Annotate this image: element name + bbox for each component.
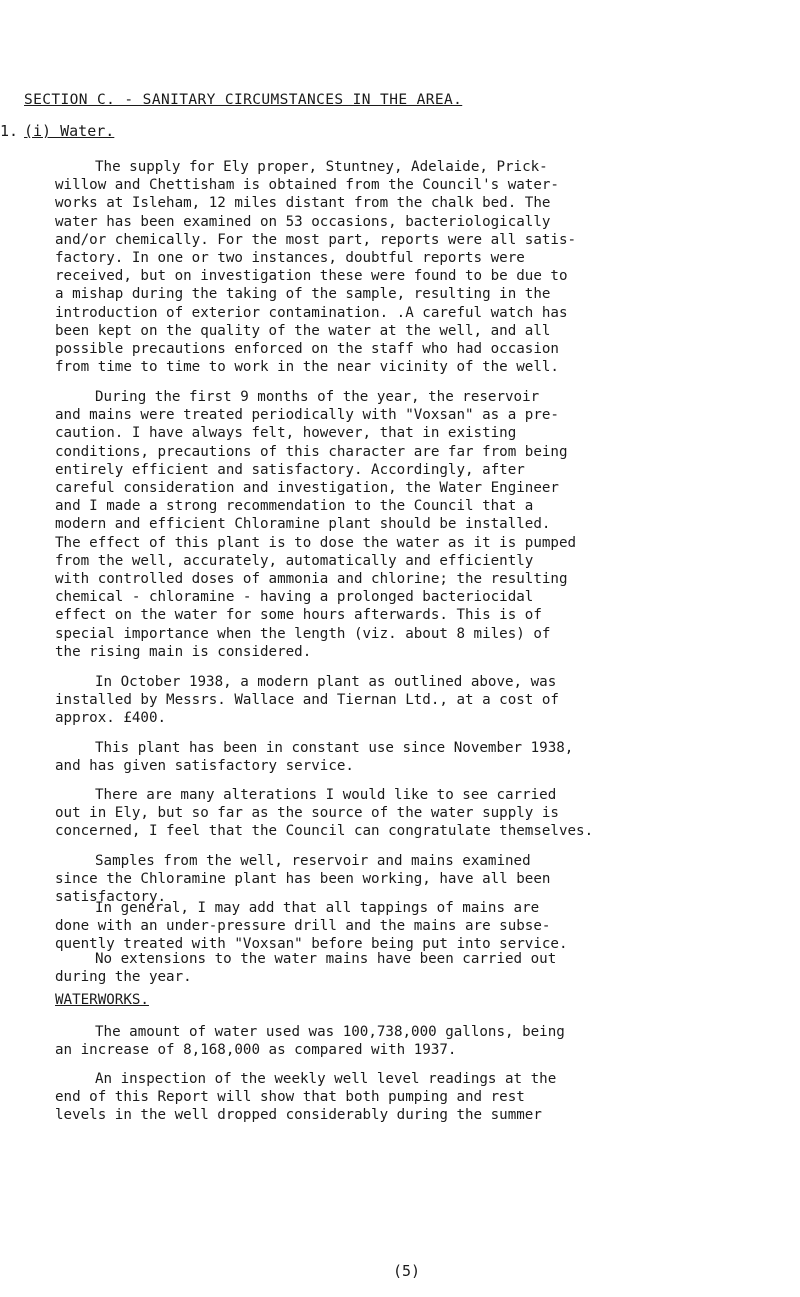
text-line: In general, I may add that all tappings of mains are <box>95 900 540 916</box>
text-line: approx. £400. <box>55 710 167 727</box>
text-line: During the first 9 months of the year, the reservoir <box>95 389 540 405</box>
text-line: possible precautions enforced on the staff who had occasion <box>55 341 559 358</box>
text-line: during the year. <box>55 969 192 986</box>
text-line: entirely efficient and satisfactory. Accordingly, after <box>55 461 525 478</box>
text-line: out in Ely, but so far as the source of the water supply is <box>55 805 559 822</box>
text-line: installed by Messrs. Wallace and Tiernan Ltd., at a cost of <box>55 692 559 709</box>
text-line: end of this Report will show that both pumping and rest <box>55 1089 525 1106</box>
text-line: In October 1938, a modern plant as outlined above, was <box>95 674 557 690</box>
text-line: Samples from the well, reservoir and mains examined <box>95 853 531 869</box>
text-line: satisfactory. <box>55 889 167 906</box>
paragraph-tappings <box>55 899 795 954</box>
text-line: chemical - chloramine - having a prolonged bacteriocidal <box>55 589 534 606</box>
text-line: quently treated with "Voxsan" before being put into service. <box>55 936 568 953</box>
text-line: been kept on the quality of the water at the well, and all <box>55 322 551 339</box>
text-line: There are many alterations I would like to see carried <box>95 787 557 803</box>
text-line: from the well, accurately, automatically and efficiently <box>55 552 534 569</box>
waterworks-heading: WATERWORKS. <box>55 992 149 1008</box>
text-line: No extensions to the water mains have been carried out <box>95 951 557 967</box>
text-line: levels in the well dropped considerably during the summer <box>55 1107 542 1124</box>
text-line: careful consideration and investigation, the Water Engineer <box>55 480 559 497</box>
text-line: The effect of this plant is to dose the water as it is pumped <box>55 534 577 551</box>
text-line: modern and efficient Chloramine plant should be installed. <box>55 516 551 533</box>
paragraph-plant-installed <box>55 673 795 728</box>
paragraph-plant-service <box>55 739 795 775</box>
paragraph-well-levels <box>55 1070 795 1125</box>
text-line: introduction of exterior contamination. .A careful watch has <box>55 304 568 321</box>
text-line: an increase of 8,168,000 as compared with 1937. <box>55 1042 457 1059</box>
text-line: water has been examined on 53 occasions, bacteriologically <box>55 213 551 230</box>
text-line: works at Isleham, 12 miles distant from the chalk bed. The <box>55 195 551 212</box>
text-line: This plant has been in constant use since November 1938, <box>95 740 574 756</box>
paragraph-chloramine <box>55 388 795 661</box>
text-line: and/or chemically. For the most part, reports were all satis- <box>55 231 577 248</box>
item-number: 1. <box>0 122 19 140</box>
text-line: and has given satisfactory service. <box>55 758 354 775</box>
text-line: The amount of water used was 100,738,000 gallons, being <box>95 1024 565 1040</box>
text-line: special importance when the length (viz. about 8 miles) of <box>55 625 551 642</box>
text-line: An inspection of the weekly well level readings at the <box>95 1071 557 1087</box>
text-line: The supply for Ely proper, Stuntney, Adelaide, Prick- <box>95 159 548 175</box>
text-line: willow and Chettisham is obtained from the Council's water- <box>55 177 559 194</box>
text-line: and I made a strong recommendation to the Council that a <box>55 498 534 515</box>
text-line: a mishap during the taking of the sample, resulting in the <box>55 286 551 303</box>
text-line: concerned, I feel that the Council can congratulate themselves. <box>55 823 594 840</box>
text-line: since the Chloramine plant has been working, have all been <box>55 871 551 888</box>
text-line: from time to time to work in the near vicinity of the well. <box>55 359 559 376</box>
section-heading: SECTION C. - SANITARY CIRCUMSTANCES IN THE AREA. <box>24 92 463 108</box>
text-line: caution. I have always felt, however, that in existing <box>55 425 517 442</box>
text-line: done with an under-pressure drill and the mains are subse- <box>55 918 551 935</box>
paragraph-water-supply <box>55 158 795 376</box>
water-subheading: (i) Water. <box>24 122 115 140</box>
paragraph-alterations <box>55 786 795 841</box>
text-line: factory. In one or two instances, doubtful reports were <box>55 250 525 267</box>
text-line: and mains were treated periodically with "Voxsan" as a pre- <box>55 407 559 424</box>
paragraph-water-amount <box>55 1023 795 1059</box>
page-number: (5) <box>393 1262 421 1280</box>
text-line: effect on the water for some hours afterwards. This is of <box>55 607 542 624</box>
text-line: received, but on investigation these were found to be due to <box>55 268 568 285</box>
text-line: the rising main is considered. <box>55 643 312 660</box>
text-line: with controlled doses of ammonia and chlorine; the resulting <box>55 571 568 588</box>
text-line: conditions, precautions of this character are far from being <box>55 443 568 460</box>
paragraph-extensions <box>55 950 795 986</box>
